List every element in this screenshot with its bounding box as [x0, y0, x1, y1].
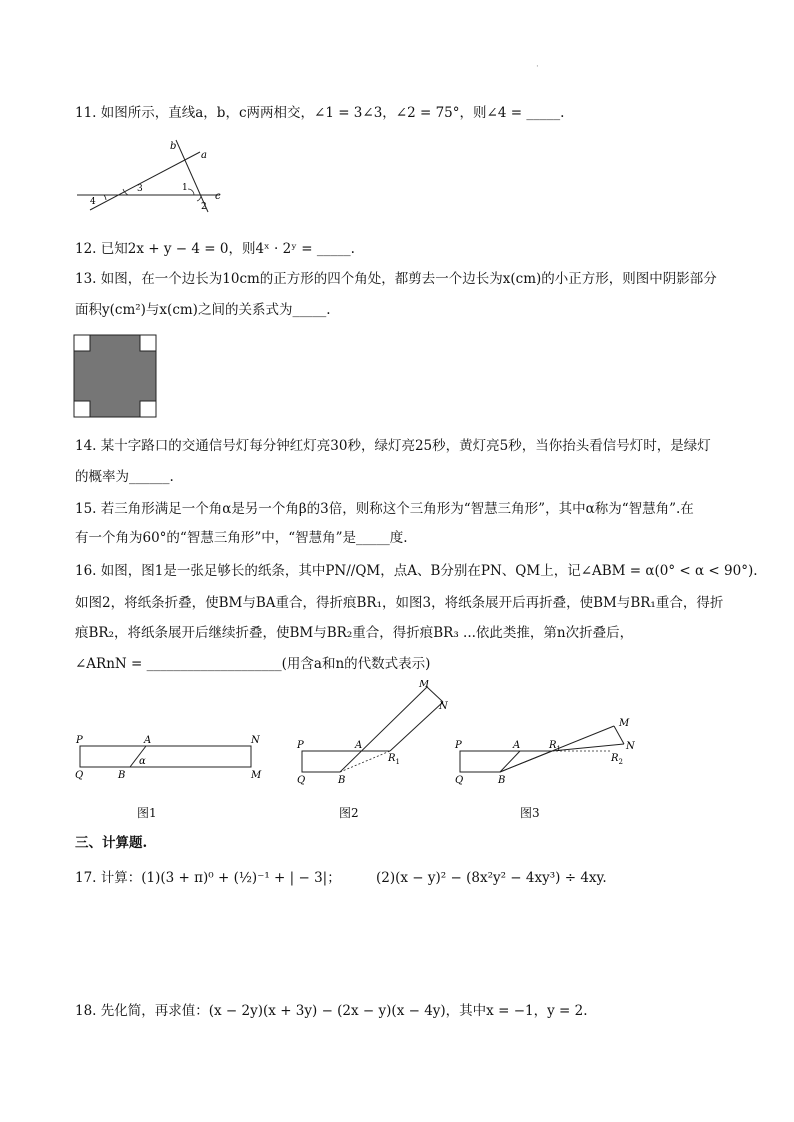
section-3-heading: 三、计算题. [75, 835, 148, 851]
cut-corner-top-right [140, 335, 156, 351]
label-p: P [297, 740, 304, 751]
label-3: 3 [137, 184, 143, 194]
label-m: M [251, 770, 262, 781]
crease-br1 [340, 751, 390, 772]
question-13-line2: 面积y(cm²)与x(cm)之间的关系式为_____. [75, 302, 331, 318]
label-n: N [626, 741, 635, 752]
label-n: N [439, 701, 448, 712]
label-m: M [619, 718, 630, 729]
label-p: P [76, 735, 83, 746]
cut-corner-bottom-right [140, 401, 156, 417]
label-p: P [455, 740, 462, 751]
label-c: c [215, 191, 221, 202]
q16-figure-3 [452, 710, 642, 790]
line-a [90, 152, 200, 210]
question-15-line2: 有一个角为60°的“智慧三角形”中，“智慧角”是_____度. [75, 530, 408, 546]
label-2: 2 [201, 202, 207, 212]
angle-4-arc [104, 195, 106, 200]
label-a: A [144, 735, 152, 746]
question-16-line3: 痕BR₂，将纸条展开后继续折叠，使BM与BR₂重合，得折痕BR₃ ...依此类推，第n次折叠后， [75, 625, 634, 641]
unfolded-strip-part [460, 751, 552, 772]
q16-figure-2 [292, 680, 462, 790]
angle-1-arc [188, 189, 194, 195]
paper-strip [80, 746, 251, 767]
q16-figure-1 [72, 730, 272, 786]
label-4: 4 [90, 197, 96, 207]
label-1: 1 [182, 183, 188, 193]
figure-1-caption: 图1 [137, 806, 157, 820]
label-a: A [355, 740, 363, 751]
figure-2-caption: 图2 [339, 806, 359, 820]
segment-ba [500, 751, 520, 772]
folded-edge-lower [552, 744, 624, 751]
folded-end [427, 687, 443, 702]
label-q: Q [297, 775, 306, 786]
label-b: B [338, 775, 346, 786]
question-13-line1: 13. 如图，在一个边长为10cm的正方形的四个角处，都剪去一个边长为x(cm)的小正方形，则图中阴影部分 [75, 271, 717, 287]
crease-br1 [500, 751, 552, 772]
label-n: N [251, 735, 260, 746]
label-r1: $R_1$ [388, 753, 400, 766]
q11-intersecting-lines-figure [72, 138, 232, 214]
question-16-line2: 如图2，将纸条折叠，使BM与BA重合，得折痕BR₁，如图3，将纸条展开后再折叠，使BM与BR₁重合，得折 [75, 595, 724, 611]
label-b: b [170, 141, 177, 152]
question-12-text: 12. 已知2x + y − 4 = 0，则4ˣ · 2ʸ = _____. [75, 241, 355, 257]
q13-square-figure [73, 334, 157, 418]
question-11-text: 11. 如图所示，直线a，b，c两两相交，∠1 = 3∠3，∠2 = 75°，则∠4 = _____. [75, 105, 565, 121]
label-r1: $R_1$ [549, 740, 561, 753]
label-q: Q [455, 775, 464, 786]
label-b: B [498, 775, 506, 786]
question-17-part2: (2)(x − y)² − (8x²y² − 4xy³) ÷ 4xy. [376, 870, 607, 886]
label-a: a [201, 150, 207, 161]
label-q: Q [75, 770, 84, 781]
label-r2: $R_2$ [611, 753, 623, 766]
question-14-line1: 14. 某十字路口的交通信号灯每分钟红灯亮30秒，绿灯亮25秒，黄灯亮5秒，当你抬头看信号灯时，是绿灯 [75, 438, 711, 454]
cut-corner-bottom-left [74, 401, 90, 417]
unfolded-strip-part [302, 751, 390, 772]
question-18-text: 18. 先化简，再求值：(x − 2y)(x + 3y) − (2x − y)(x − 4y)，其中x = −1，y = 2. [75, 1003, 588, 1019]
label-b: B [118, 770, 126, 781]
question-14-line2: 的概率为______. [75, 469, 174, 485]
cut-corner-top-left [74, 335, 90, 351]
label-a: A [513, 740, 521, 751]
question-17-part1: 17. 计算：(1)(3 + π)⁰ + (½)⁻¹ + | − 3|； [75, 870, 341, 886]
folded-edge-right [390, 702, 443, 751]
figure-3-caption: 图3 [520, 806, 540, 820]
header-mark: · [536, 62, 539, 72]
question-15-line1: 15. 若三角形满足一个角α是另一个角β的3倍，则称这个三角形为“智慧三角形”，其中α称为“智慧角”.在 [75, 501, 694, 517]
question-16-line4: ∠ARnN = ____________________(用含a和n的代数式表示) [75, 656, 431, 672]
label-m: M [419, 680, 430, 690]
label-alpha: α [139, 756, 146, 767]
question-16-line1: 16. 如图，图1是一张足够长的纸条，其中PN//QM，点A、B分别在PN、QM上，记∠ABM = α(0° < α < 90°). [75, 563, 758, 579]
